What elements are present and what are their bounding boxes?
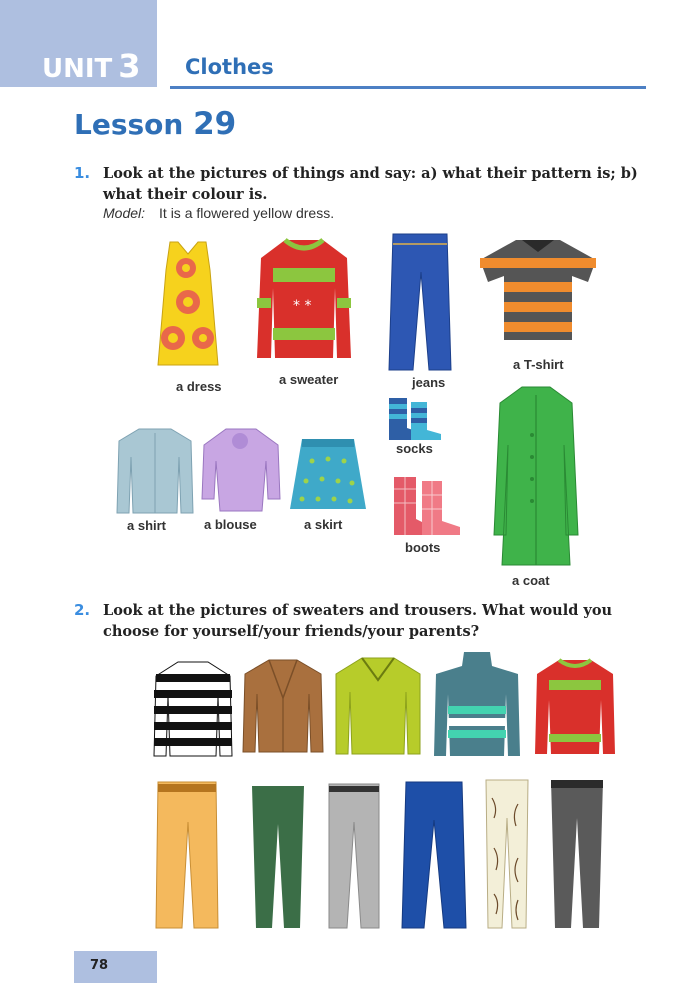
- leggings-grey-image: [547, 778, 607, 930]
- shirt-image: [115, 427, 195, 515]
- label-skirt: a skirt: [304, 517, 343, 532]
- label-jeans: jeans: [412, 375, 446, 390]
- label-dress: a dress: [176, 379, 222, 394]
- sweater-striped-image: [152, 660, 234, 758]
- label-shirt: a shirt: [127, 518, 167, 533]
- cardigan-image: [241, 658, 325, 754]
- exercise-2-number: 2.: [74, 601, 91, 619]
- svg-text:* *: * *: [293, 298, 312, 314]
- model-label: Model:: [103, 205, 146, 221]
- lesson-title: Lesson 29: [74, 106, 237, 142]
- sweater-turtleneck-image: [432, 650, 522, 758]
- skirt-image: [288, 437, 368, 513]
- sweater-image: [255, 238, 353, 363]
- boots-image: [390, 475, 462, 537]
- trousers-grey-image: [325, 782, 383, 930]
- coat-image: [492, 385, 580, 567]
- trousers-orange-image: [152, 780, 222, 930]
- t-shirt-image: [478, 236, 598, 341]
- label-t-shirt: a T-shirt: [513, 357, 564, 372]
- sweater-green-image: [334, 656, 422, 756]
- unit-label: UNIT 3: [42, 47, 141, 85]
- socks-image: [385, 396, 445, 442]
- blouse-image: [200, 427, 282, 513]
- trousers-blue-jeans-image: [400, 780, 468, 930]
- sweater-festive-image: [533, 658, 617, 756]
- label-boots: boots: [405, 540, 441, 555]
- label-sweater: a sweater: [279, 372, 339, 387]
- page-number: 78: [90, 958, 109, 973]
- label-coat: a coat: [512, 573, 550, 588]
- exercise-1-instruction: Look at the pictures of things and say: a) what their pattern is; b) what their colour is.: [103, 165, 638, 203]
- label-socks: socks: [396, 441, 433, 456]
- jeans-image: [385, 232, 455, 372]
- model-line: [103, 205, 334, 221]
- leggings-patterned-image: [482, 778, 532, 930]
- trousers-green-image: [248, 784, 308, 930]
- exercise-1-number: 1.: [74, 164, 91, 182]
- dress-image: [148, 240, 228, 370]
- exercise-2-instruction: Look at the pictures of sweaters and trousers. What would you choose for yourself/your friends/your parents?: [103, 602, 613, 640]
- model-text: It is a flowered yellow dress.: [159, 205, 335, 221]
- header-divider: [170, 86, 646, 89]
- unit-number: 3: [118, 47, 141, 85]
- page-number-box: [74, 951, 157, 983]
- unit-title: Clothes: [185, 55, 274, 79]
- label-blouse: a blouse: [204, 517, 257, 532]
